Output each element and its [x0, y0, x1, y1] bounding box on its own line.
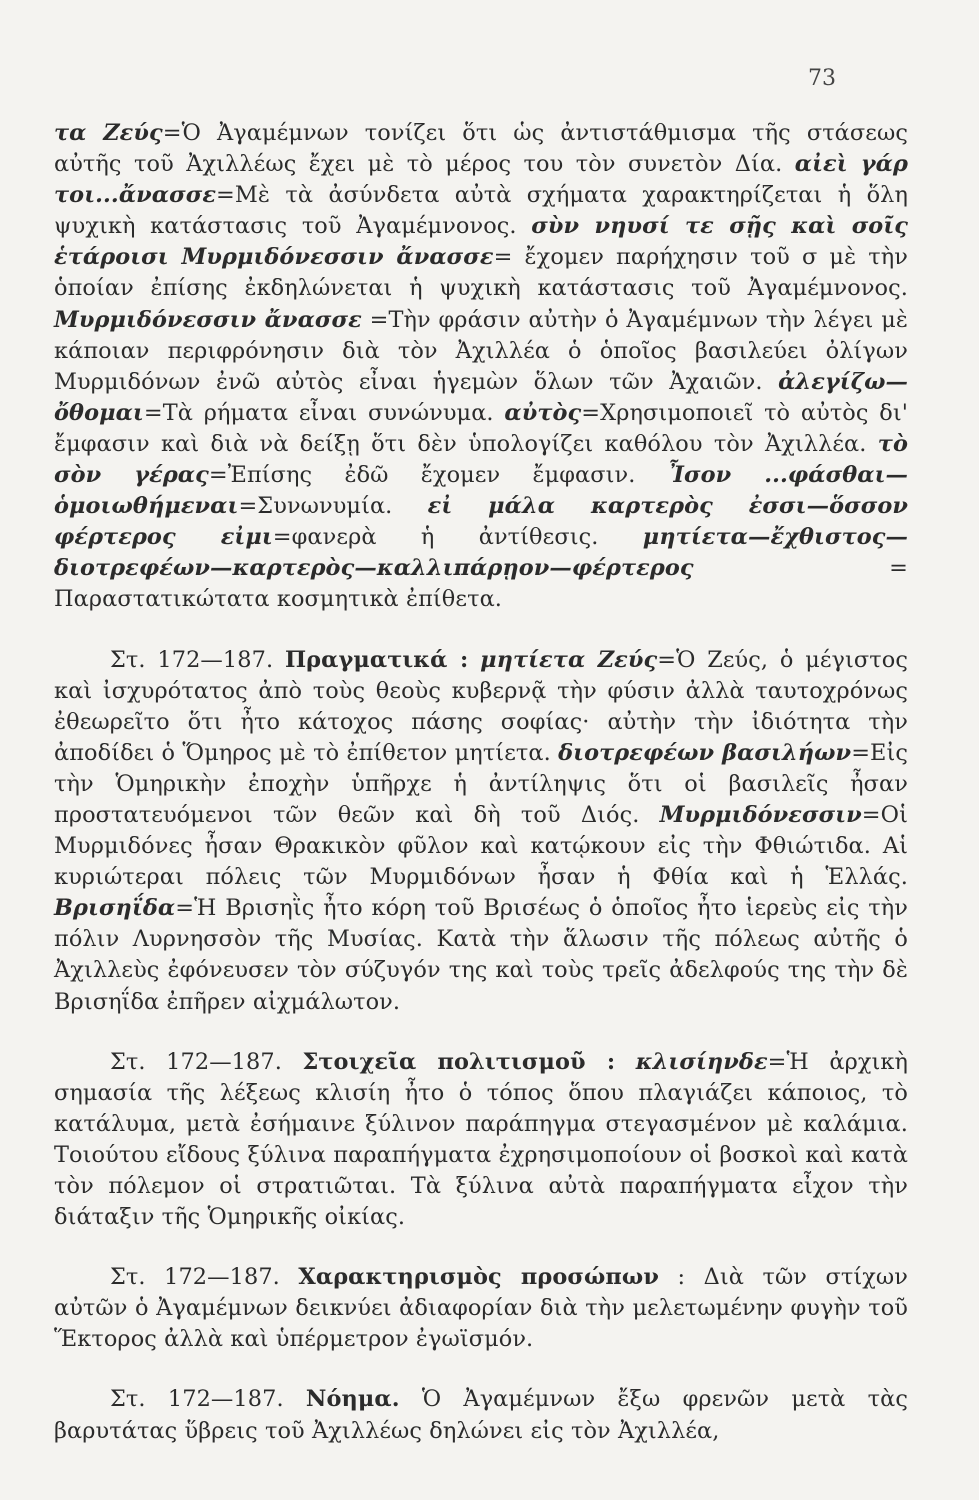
paragraph — [54, 645, 908, 1018]
commentary-text — [54, 118, 908, 1447]
text-run: =Ἡ ἀρχικὴ σημασία τῆς λέξεως κλισίη ἦτο ὁ τόπος ὅπου πλαγιάζει κάποιος, τὸ κατάλυμα, μετὰ ἐσήμαινε ξύλινον παράπηγμα στεγασμένον μὲ καλάμια. Τοιούτου εἴδους ξύλινα παραπήγματα ἐχρησιμοποίουν οἱ βοσκοὶ καὶ κατὰ τὸν πόλεμον οἱ στρατιῶται. Τὰ ξύλινα αὐτὰ παραπήγματα εἶχον τὴν διάταξιν τῆς Ὁμηρικῆς οἰκίας. — [54, 1048, 908, 1231]
lemma: εἰ μάλα καρτερὸς ἐσσι—ὅσσον φέρτερος εἰμι — [54, 493, 908, 551]
lemma: Βρισηΐδα — [54, 895, 176, 922]
lemma: μητίετα Ζεύς — [480, 646, 658, 673]
text-run: =Εἰς τὴν Ὁμηρικὴν ἐποχὴν ὑπῆρχε ἡ ἀντίληψις ὅτι οἱ βασιλεῖς ἦσαν προστατευόμενοι τῶν θεῶν καὶ δὴ τοῦ Διός. — [54, 739, 909, 828]
text-run: =Μὲ τὰ ἀσύνδετα αὐτὰ σχήματα χαρακτηρίζεται ἡ ὅλη ψυχικὴ κατάστασις τοῦ Ἀγαμέμνονος. — [54, 182, 908, 240]
lemma: διοτρεφέων βασιλήων — [558, 739, 852, 766]
lemma: αἰεὶ γάρ τοι...ἄνασσε — [54, 151, 908, 209]
lemma: μητίετα—ἔχθιστος—διοτρεφέων—καρτερὸς—καλλιπάρῃον—φέρτερος — [54, 524, 908, 582]
paragraph — [54, 1262, 908, 1355]
text-run: =Ὁ Ἀγαμέμνων τονίζει ὅτι ὡς ἀντιστάθμισμα τῆς στάσεως αὐτῆς τοῦ Ἀχιλλέως ἔχει μὲ τὸ μέρος του τὸν συνετὸν Δία. — [54, 120, 908, 178]
section-heading: Χαρακτηρισμὸς προσώπων — [298, 1264, 659, 1291]
text-run — [468, 647, 480, 673]
text-run: =Ἐπίσης ἐδῶ ἔχομεν ἔμφασιν. — [208, 462, 668, 489]
lemma: τα Ζεύς — [54, 120, 163, 146]
lemma: τὸ σὸν γέρας — [54, 430, 908, 489]
text-run: : Διὰ τῶν στίχων αὐτῶν ὁ Ἀγαμέμνων δεικνύει ἀδιαφορίαν διὰ τὴν μελετωμένην φυγὴν τοῦ Ἕκτορος ἀλλὰ καὶ ὑπέρμετρον ἐγωϊσμόν. — [54, 1264, 908, 1353]
text-run: Στ. 172—187. — [110, 646, 285, 673]
text-run — [615, 1049, 636, 1075]
text-run: =Οἱ Μυρμιδόνες ἦσαν Θρακικὸν φῦλον καὶ κατῴκουν εἰς τὴν Φθιώτιδα. Αἱ κυριώτεραι πόλεις τῶν Μυρμιδόνων ἦσαν ἡ Φθία καὶ ἡ Ἑλλάς. — [54, 801, 908, 891]
lemma: κλισίηνδε — [635, 1048, 768, 1075]
lemma: Μυρμιδόνεσσιν — [659, 801, 862, 828]
text-run: = ἔχομεν παρήχησιν τοῦ σ μὲ τὴν ὁποίαν ἐπίσης ἐκδηλώνεται ἡ ψυχικὴ κατάστασις τοῦ Ἀγαμέμνονος. — [54, 244, 908, 302]
text-run: =Χρησιμοποιεῖ τὸ αὐτὸς δι' ἔμφασιν καὶ διὰ νὰ δείξῃ ὅτι δὲν ὑπολογίζει καθόλου τὸν Ἀχιλλέα. — [54, 399, 908, 457]
text-run: =Συνωνυμία. — [238, 493, 428, 520]
paragraph — [54, 118, 908, 616]
section-heading: Πραγματικά : — [284, 646, 469, 673]
lemma: σὺν νηυσί τε σῇς καὶ σοῖς ἑτάροισι Μυρμιδόνεσσιν ἄνασσε — [54, 213, 909, 271]
text-run: =Τὰ ρήματα εἶναι συνώνυμα. — [143, 399, 505, 426]
section-heading: Νόημα. — [305, 1386, 400, 1413]
page-number: 73 — [808, 66, 836, 91]
lemma: ἀλεγίζω—ὄθομαι — [54, 368, 908, 426]
text-run: =Τὴν φράσιν αὐτὴν ὁ Ἀγαμέμνων τὴν λέγει μὲ κάποιαν περιφρόνησιν διὰ τὸν Ἀχιλλέα ὁ ὁποῖος βασιλεύει ὀλίγων Μυρμιδόνων ἐνῶ αὐτὸς εἶναι ἡγεμὼν ὅλων τῶν Ἀχαιῶν. — [54, 306, 908, 395]
text-run: = Παραστατικώτατα κοσμητικὰ ἐπίθετα. — [54, 555, 908, 613]
text-run: Ὁ Ἀγαμέμνων ἔξω φρενῶν μετὰ τὰς βαρυτάτας ὕβρεις τοῦ Ἀχιλλέως δηλώνει εἰς τὸν Ἀχιλλέα, — [54, 1386, 908, 1444]
text-run: =Ἡ Βρισηῒς ἦτο κόρη τοῦ Βρισέως ὁ ὁποῖος ἦτο ἱερεὺς εἰς τὴν πόλιν Λυρνησσὸν τῆς Μυσίας. Κατὰ τὴν ἅλωσιν τῆς πόλεως αὐτῆς ὁ Ἀχιλλεὺς ἐφόνευσεν τὸν σύζυγόν της καὶ τοὺς τρεῖς ἀδελφούς της τὴν δὲ Βρισηΐδα ἐπῆρεν αἰχμάλωτον. — [54, 895, 908, 1015]
text-run: Στ. 172—187. — [110, 1264, 299, 1291]
lemma: αὐτὸς — [504, 399, 582, 426]
text-run: =φανερὰ ἡ ἀντίθεσις. — [272, 524, 643, 551]
text-run: Στ. 172—187. — [110, 1386, 306, 1413]
lemma: Ἶσον ...φάσθαι—ὁμοιωθήμεναι — [54, 462, 909, 520]
paragraph — [54, 1047, 908, 1234]
lemma: Μυρμιδόνεσσιν ἄνασσε — [54, 306, 362, 333]
text-run: =Ὁ Ζεύς, ὁ μέγιστος καὶ ἰσχυρότατος ἀπὸ τοὺς θεοὺς κυβερνᾷ τὴν φύσιν ἀλλὰ ταυτοχρόνως ἐθεωρεῖτο ὅτι ἦτο κάτοχος πάσης σοφίας· αὐτὴν τὴν ἰδιότητα τὴν ἀποδίδει ὁ Ὅμηρος μὲ τὸ ἐπίθετον μητίετα. — [54, 646, 909, 766]
section-heading: Στοιχεῖα πολιτισμοῦ : — [302, 1048, 616, 1075]
text-run: Στ. 172—187. — [110, 1048, 303, 1075]
paragraph — [54, 1384, 908, 1446]
